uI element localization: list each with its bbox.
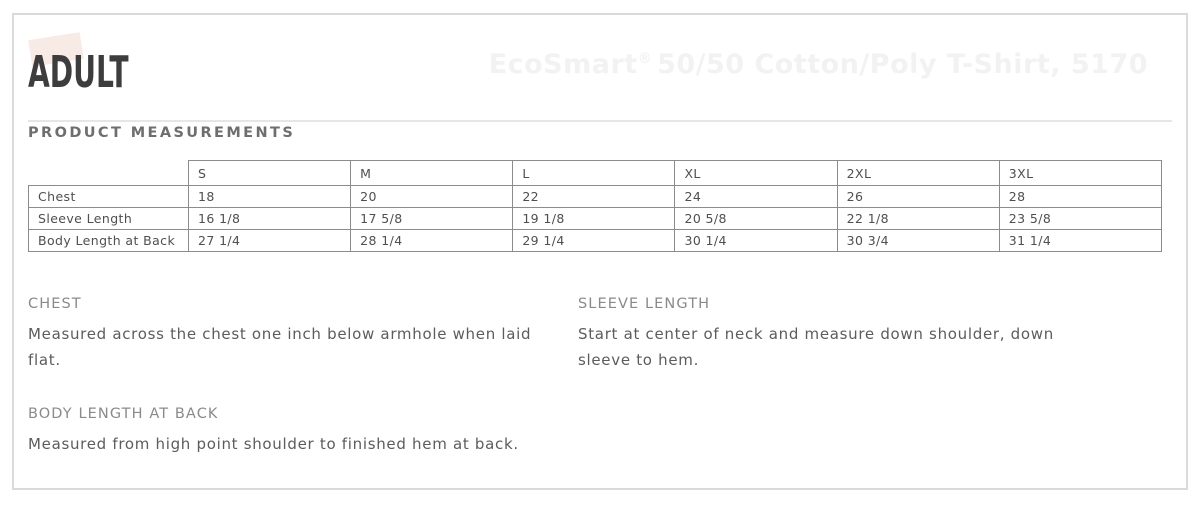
header-divider bbox=[28, 120, 1172, 122]
definition-text: Measured across the chest one inch below armhole when laid flat. bbox=[28, 325, 532, 369]
cell-value: 31 1/4 bbox=[999, 230, 1161, 252]
cell-value: 19 1/8 bbox=[513, 208, 675, 230]
definition-body-length bbox=[28, 403, 578, 457]
cell-value: 16 1/8 bbox=[189, 208, 351, 230]
column-header-xl: XL bbox=[675, 161, 837, 186]
table-row bbox=[29, 186, 1162, 208]
cell-value: 28 1/4 bbox=[351, 230, 513, 252]
cell-value: 18 bbox=[189, 186, 351, 208]
column-header-l: L bbox=[513, 161, 675, 186]
definition-text: Start at center of neck and measure down shoulder, down sleeve to hem. bbox=[578, 325, 1054, 369]
column-header-m: M bbox=[351, 161, 513, 186]
definition-heading: BODY LENGTH AT BACK bbox=[28, 406, 219, 422]
cell-value: 24 bbox=[675, 186, 837, 208]
page-container bbox=[12, 13, 1188, 490]
cell-value: 20 bbox=[351, 186, 513, 208]
definition-text: Measured from high point shoulder to finished hem at back. bbox=[28, 435, 519, 453]
measurement-definitions bbox=[28, 293, 1168, 457]
page-title: ADULT bbox=[28, 47, 129, 98]
cell-value: 23 5/8 bbox=[999, 208, 1161, 230]
row-label: Body Length at Back bbox=[29, 230, 189, 252]
product-name: 50/50 Cotton/Poly T-Shirt, 5170 bbox=[657, 49, 1148, 80]
cell-value: 30 1/4 bbox=[675, 230, 837, 252]
definition-heading: CHEST bbox=[28, 296, 82, 312]
cell-value: 30 3/4 bbox=[837, 230, 999, 252]
table-row bbox=[29, 230, 1162, 252]
cell-value: 20 5/8 bbox=[675, 208, 837, 230]
cell-value: 17 5/8 bbox=[351, 208, 513, 230]
product-title bbox=[489, 49, 1148, 80]
blank-header-cell bbox=[29, 161, 189, 186]
row-label: Sleeve Length bbox=[29, 208, 189, 230]
column-header-s: S bbox=[189, 161, 351, 186]
product-brand: EcoSmart bbox=[488, 49, 638, 80]
definition-heading: SLEEVE LENGTH bbox=[578, 296, 711, 312]
column-header-2xl: 2XL bbox=[837, 161, 999, 186]
measurements-table bbox=[28, 160, 1162, 252]
cell-value: 29 1/4 bbox=[513, 230, 675, 252]
section-heading: PRODUCT MEASUREMENTS bbox=[28, 125, 296, 141]
definition-sleeve-length bbox=[578, 293, 1168, 373]
table-row bbox=[29, 208, 1162, 230]
cell-value: 28 bbox=[999, 186, 1161, 208]
cell-value: 26 bbox=[837, 186, 999, 208]
cell-value: 22 1/8 bbox=[837, 208, 999, 230]
table-header-row bbox=[29, 161, 1162, 186]
column-header-3xl: 3XL bbox=[999, 161, 1161, 186]
registered-trademark-symbol: ® bbox=[637, 51, 653, 67]
row-label: Chest bbox=[29, 186, 189, 208]
cell-value: 22 bbox=[513, 186, 675, 208]
definition-chest bbox=[28, 293, 578, 373]
cell-value: 27 1/4 bbox=[189, 230, 351, 252]
